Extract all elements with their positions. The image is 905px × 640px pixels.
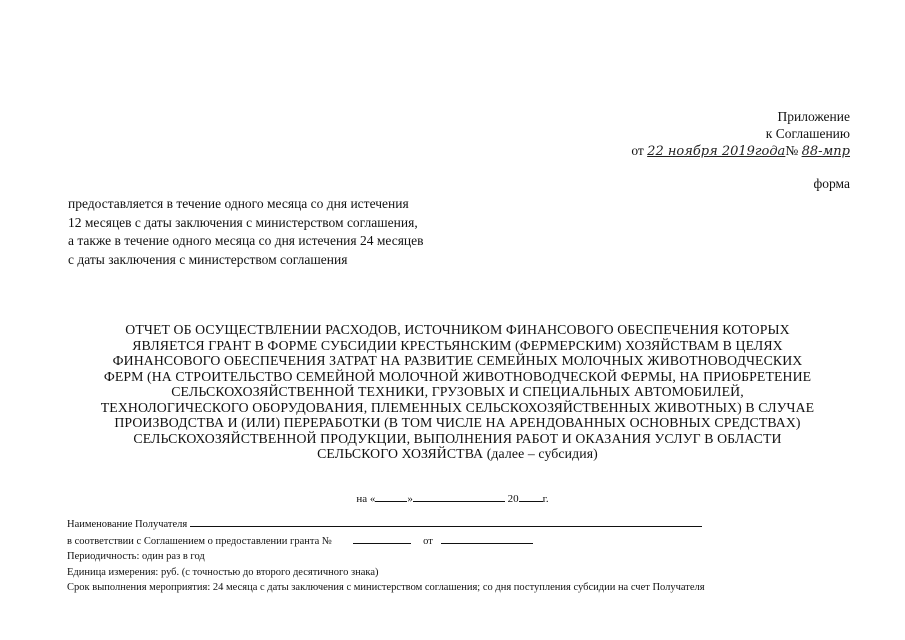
year-blank[interactable] <box>519 491 543 502</box>
recipient-label: Наименование Получателя <box>67 519 188 530</box>
recipient-row <box>67 516 867 533</box>
report-date-line <box>0 491 905 505</box>
appendix-block <box>631 108 850 160</box>
date-suffix: г. <box>542 493 549 505</box>
handwritten-number: 88-мпр <box>801 144 850 159</box>
periodicity-text: Периодичность: один раз в год <box>67 551 205 562</box>
note-line: 12 месяцев с даты заключения с министерством соглашения, <box>68 214 418 230</box>
recipient-blank[interactable] <box>190 516 702 527</box>
agreement-date-blank[interactable] <box>441 533 533 544</box>
title-line: СЕЛЬСКОГО ХОЗЯЙСТВА (далее – субсидия) <box>317 446 598 461</box>
number-sign: № <box>785 143 799 158</box>
report-fields <box>67 516 867 596</box>
date-prefix: на « <box>356 493 376 505</box>
appendix-agreement: к Соглашению <box>765 126 850 141</box>
handwritten-date: 22 ноября 2019года <box>647 144 786 159</box>
title-line: ПРОИЗВОДСТВА И (ИЛИ) ПЕРЕРАБОТКИ (В ТОМ ЧИСЛЕ НА АРЕНДОВАННЫХ ОСНОВНЫХ СРЕДСТВАХ) <box>114 415 801 430</box>
appendix-from-label: от <box>631 143 644 158</box>
agreement-row <box>67 533 867 550</box>
forma-label: форма <box>813 176 850 191</box>
agreement-from-label: от <box>423 535 433 547</box>
unit-text: Единица измерения: руб. (с точностью до второго десятичного знака) <box>67 566 379 578</box>
appendix-date-line <box>631 142 850 160</box>
title-line: СЕЛЬСКОХОЗЯЙСТВЕННОЙ ПРОДУКЦИИ, ВЫПОЛНЕНИЯ РАБОТ И ОКАЗАНИЯ УСЛУГ В ОБЛАСТИ <box>133 430 782 446</box>
title-line: ЯВЛЯЕТСЯ ГРАНТ В ФОРМЕ СУБСИДИИ КРЕСТЬЯНСКИМ (ФЕРМЕРСКИМ) ХОЗЯЙСТВАМ В ЦЕЛЯХ <box>132 337 783 353</box>
note-line: а также в течение одного месяца со дня истечения 24 месяцев <box>68 233 424 248</box>
day-blank[interactable] <box>375 491 407 502</box>
date-close-quote: » <box>407 493 413 505</box>
report-title <box>70 322 845 462</box>
submission-note <box>68 195 468 269</box>
agreement-number-blank[interactable] <box>353 533 411 544</box>
term-text: Срок выполнения мероприятия: 24 месяца с даты заключения с министерством соглашения; со дня поступления субсидии на счет Получателя <box>67 582 705 593</box>
appendix-title: Приложение <box>777 109 850 124</box>
title-line: СЕЛЬСКОХОЗЯЙСТВЕННОЙ ТЕХНИКИ, ГРУЗОВЫХ И СПЕЦИАЛЬНЫХ АВТОМОБИЛЕЙ, <box>171 384 744 399</box>
month-blank[interactable] <box>413 491 505 502</box>
title-line: ФИНАНСОВОГО ОБЕСПЕЧЕНИЯ ЗАТРАТ НА РАЗВИТИЕ СЕМЕЙНЫХ МОЛОЧНЫХ ЖИВОТНОВОДЧЕСКИХ <box>112 353 803 368</box>
title-line: ТЕХНОЛОГИЧЕСКОГО ОБОРУДОВАНИЯ, ПЛЕМЕННЫХ СЕЛЬСКОХОЗЯЙСТВЕННЫХ ЖИВОТНЫХ) В СЛУЧАЕ <box>100 399 815 415</box>
agreement-label: в соответствии с Соглашением о предоставлении гранта № <box>67 535 332 547</box>
note-line: с даты заключения с министерством соглашения <box>68 251 348 267</box>
note-line: предоставляется в течение одного месяца со дня истечения <box>68 196 409 211</box>
title-line: ФЕРМ (НА СТРОИТЕЛЬСТВО СЕМЕЙНОЙ МОЛОЧНОЙ ЖИВОТНОВОДЧЕСКОЙ ФЕРМЫ, НА ПРИОБРЕТЕНИЕ <box>103 368 812 384</box>
year-prefix: 20 <box>507 493 519 505</box>
title-line: ОТЧЕТ ОБ ОСУЩЕСТВЛЕНИИ РАСХОДОВ, ИСТОЧНИКОМ ФИНАНСОВОГО ОБЕСПЕЧЕНИЯ КОТОРЫХ <box>125 322 790 337</box>
